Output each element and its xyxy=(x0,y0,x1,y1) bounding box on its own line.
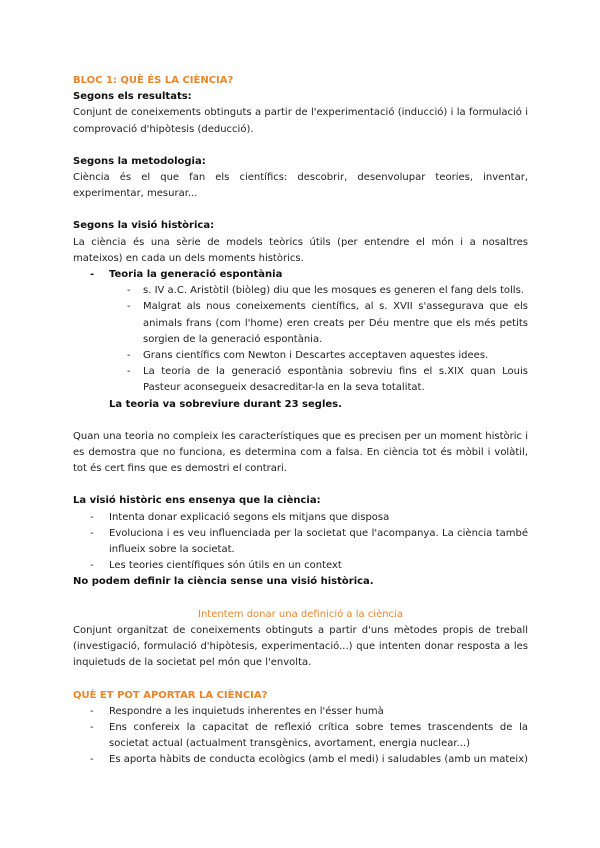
list-item: - Malgrat als nous coneixements científics, al s. XVII s'assegurava que els animals frans (com l'home) eren creats per Déu mentre que els més petits sorgien de la generació espontània. xyxy=(73,299,528,348)
teoria-items xyxy=(73,283,528,396)
aportar-title: QUÈ ET POT APORTAR LA CIÈNCIA? xyxy=(73,689,268,701)
list-item: - Les teories científiques són útils en un context xyxy=(73,558,528,574)
definicio-title: Intentem donar una definició a la ciència xyxy=(198,608,403,620)
quan-teoria-text: Quan una teoria no compleix les característiques que es precisen per un moment històric i es demostra que no funciona, es determina com a falsa. En ciència tot és mòbil i volàtil, tot és cert fins que es demostri el contrari. xyxy=(73,430,528,475)
aportar-list xyxy=(73,704,528,769)
resultats-text: Conjunt de coneixements obtinguts a partir de l'experimentació (inducció) i la formulació i comprovació d'hipòtesis (deducció). xyxy=(73,107,528,135)
visio-historic-conclusion: No podem definir la ciència sense una visió històrica. xyxy=(73,576,374,588)
list-item: - Respondre a les inquietuds inherentes en l'ésser humà xyxy=(73,704,528,720)
list-item: - Evoluciona i es veu influenciada per la societat que l'acompanya. La ciència també influeix sobre la societat. xyxy=(73,526,528,558)
list-item: - La teoria de la generació espontània sobreviu fins el s.XIX quan Louis Pasteur aconsegueix desacreditar-la en la seva totalitat. xyxy=(73,364,528,396)
bloc-heading: BLOC 1: QUÈ ÉS LA CIÈNCIA? xyxy=(73,75,234,86)
resultats-title: Segons els resultats: xyxy=(73,91,192,103)
visio-title: Segons la visió històrica: xyxy=(73,220,215,232)
visio-text: La ciència és una sèrie de models teòrics útils (per entendre el món i a nosaltres mateixos) en cada un dels moments històrics. xyxy=(73,236,528,264)
teoria-title: - Teoria la generació espontània xyxy=(73,267,528,283)
teoria-list xyxy=(73,267,528,283)
list-item: - s. IV a.C. Aristòtil (biòleg) diu que les mosques es generen el fang dels tolls. xyxy=(73,283,528,299)
list-item: - Ens confereix la capacitat de reflexió crítica sobre temes trascendents de la societat actual (actualment transgènics, avortament, energia nuclear...) xyxy=(73,720,528,752)
list-item: - Grans científics com Newton i Descartes acceptaven aquestes idees. xyxy=(73,348,528,364)
metodologia-title: Segons la metodologia: xyxy=(73,155,206,167)
teoria-conclusion: La teoria va sobreviure durant 23 segles. xyxy=(109,398,342,410)
metodologia-text: Ciència és el que fan els científics: descobrir, desenvolupar teories, inventar, experimentar, mesurar... xyxy=(73,172,528,200)
visio-historic-title: La visió històric ens ensenya que la ciència: xyxy=(73,495,321,507)
list-item: - Es aporta hàbits de conducta ecològics (amb el medi) i saludables (amb un mateix) xyxy=(73,752,528,768)
visio-historic-list xyxy=(73,510,528,575)
document-content xyxy=(73,73,528,769)
definicio-text: Conjunt organitzat de coneixements obtinguts a partir d'uns mètodes propis de treball (investigació, formulació d'hipòtesis, experimentació...) que intenten donar resposta a les inquietuds de la societat pel món que l'envolta. xyxy=(73,624,528,669)
list-item: - Intenta donar explicació segons els mitjans que disposa xyxy=(73,510,528,526)
